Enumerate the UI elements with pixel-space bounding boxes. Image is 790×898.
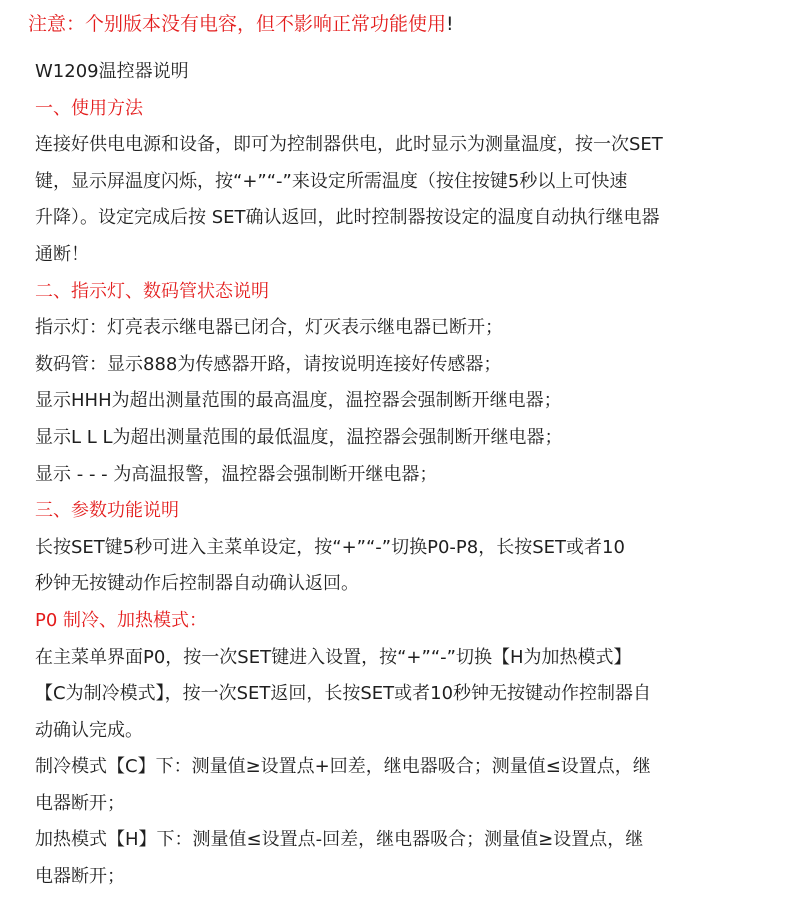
p0-mode-line: 电器断开； xyxy=(35,866,125,888)
usage-line: 连接好供电电源和设备，即可为控制器供电，此时显示为测量温度，按一次SET xyxy=(35,134,663,156)
usage-line: 键，显示屏温度闪烁，按“+”“-”来设定所需温度（按住按键5秒以上可快速 xyxy=(35,170,628,192)
section-heading-usage: 一、使用方法 xyxy=(35,97,143,119)
usage-line: 通断！ xyxy=(35,243,89,265)
status-line: 显示L L L为超出测量范围的最低温度，温控器会强制断开继电器； xyxy=(35,426,563,448)
status-line: 显示HHH为超出测量范围的最高温度，温控器会强制断开继电器； xyxy=(35,390,562,412)
document-body xyxy=(35,54,775,896)
p0-mode-line: 加热模式【H】下：测量值≤设置点-回差，继电器吸合；测量值≥设置点，继 xyxy=(35,829,644,851)
notice-text: 注意：个别版本没有电容，但不影响正常功能使用 xyxy=(28,13,447,35)
status-line: 显示 - - - 为高温报警，温控器会强制断开继电器； xyxy=(35,463,438,485)
p0-mode-line: 在主菜单界面P0，按一次SET键进入设置，按“+”“-”切换【H为加热模式】 xyxy=(35,646,632,668)
p0-mode-line: 【C为制冷模式】，按一次SET返回，长按SET或者10秒钟无按键动作控制器自 xyxy=(35,683,652,705)
parameters-line: 秒钟无按键动作后控制器自动确认返回。 xyxy=(35,573,359,595)
parameters-line: 长按SET键5秒可进入主菜单设定，按“+”“-”切换P0-P8，长按SET或者10 xyxy=(35,536,625,558)
status-line: 数码管：显示888为传感器开路，请按说明连接好传感器； xyxy=(35,353,502,375)
p0-mode-line: 电器断开； xyxy=(35,792,125,814)
notice-mark: ! xyxy=(446,13,454,35)
p0-mode-line: 动确认完成。 xyxy=(35,719,143,741)
capacitor-notice xyxy=(28,8,454,40)
section-heading-parameters: 三、参数功能说明 xyxy=(35,500,179,522)
status-line: 指示灯：灯亮表示继电器已闭合，灯灭表示继电器已断开； xyxy=(35,317,503,339)
document-title: W1209温控器说明 xyxy=(35,61,189,82)
section-heading-status: 二、指示灯、数码管状态说明 xyxy=(35,280,269,302)
section-heading-p0-mode: P0 制冷、加热模式： xyxy=(35,609,208,631)
p0-mode-line: 制冷模式【C】下：测量值≥设置点+回差，继电器吸合；测量值≤设置点，继 xyxy=(35,756,651,778)
usage-line: 升降）。设定完成后按 SET确认返回，此时控制器按设定的温度自动执行继电器 xyxy=(35,207,660,229)
